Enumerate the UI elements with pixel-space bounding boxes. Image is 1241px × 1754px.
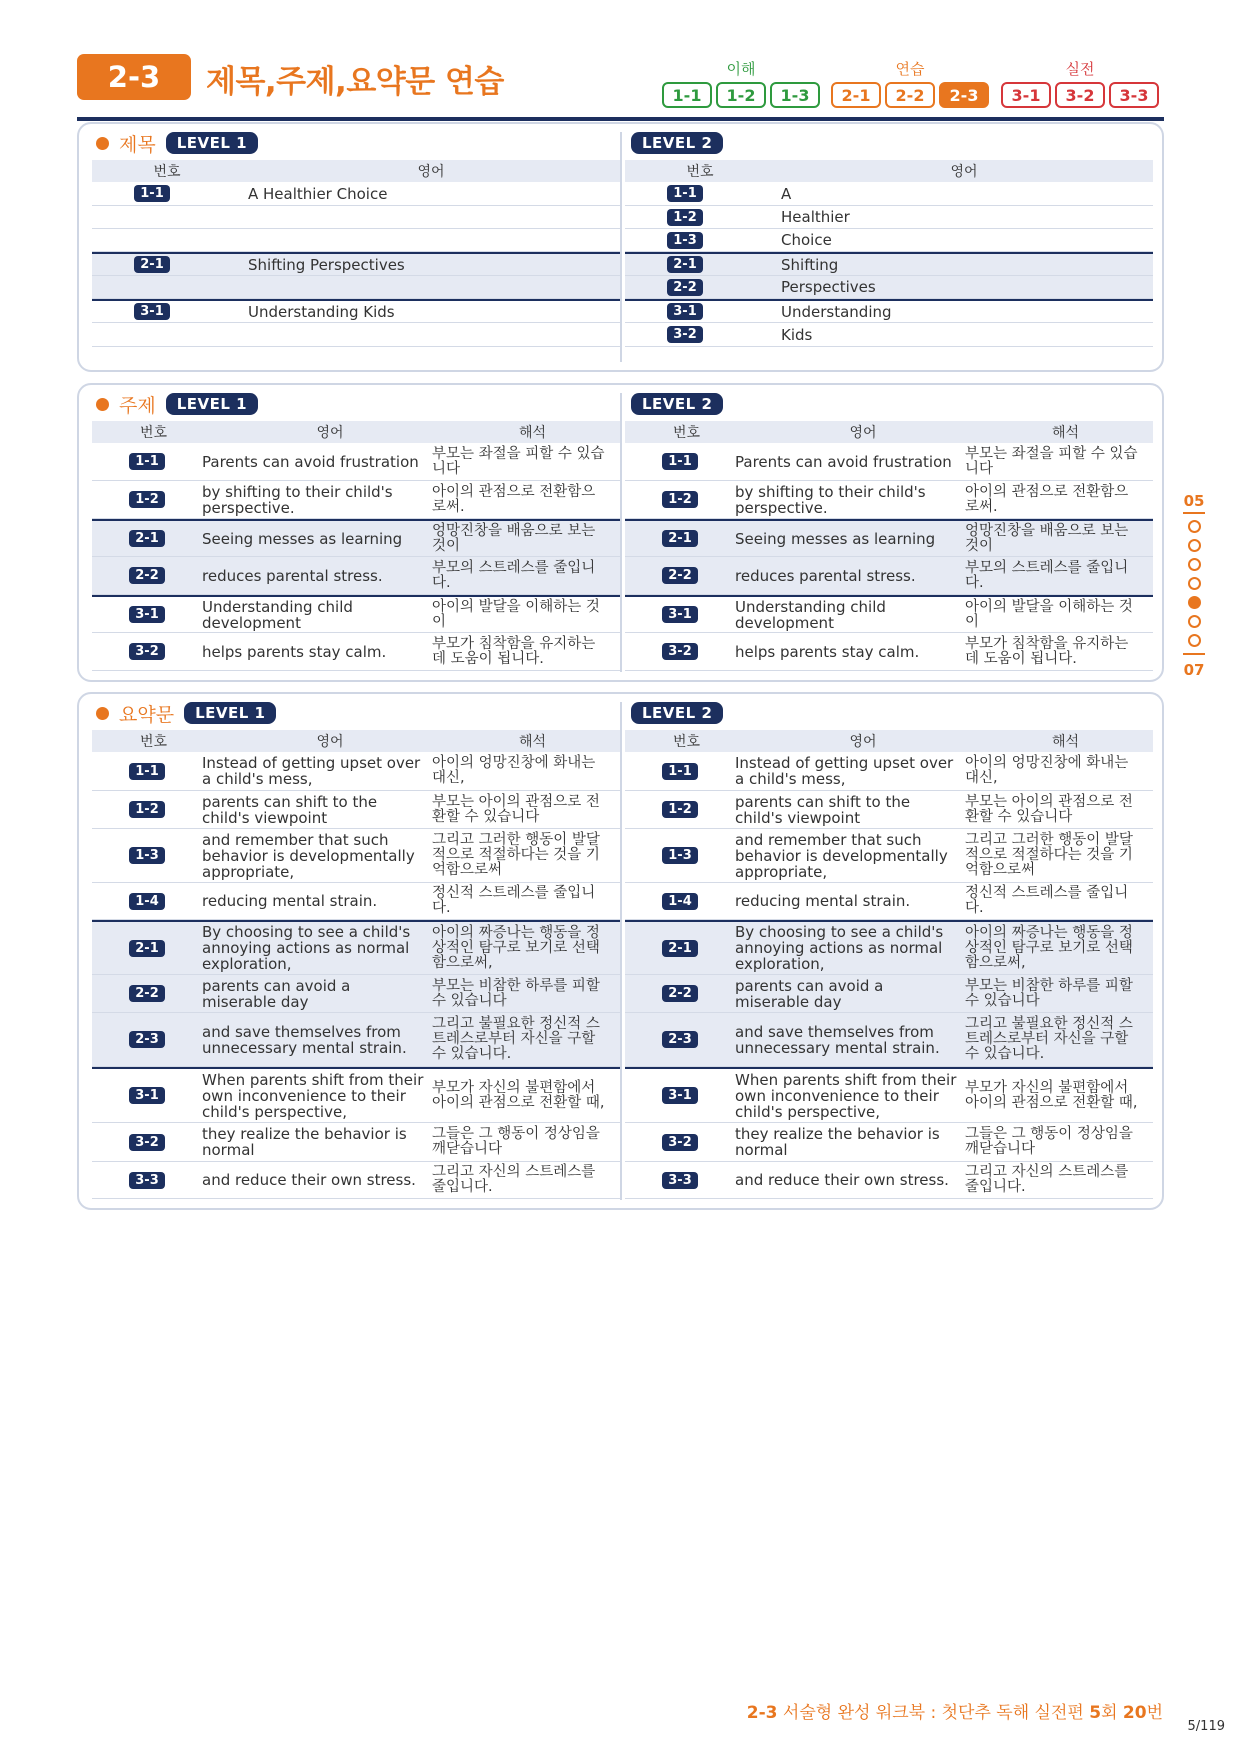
table-row [92,299,620,323]
row-number-cell [92,1172,202,1189]
english-text: Understanding child development [202,597,353,632]
row-number-cell [625,847,735,864]
table-row [92,975,620,1013]
row-number-cell [625,567,735,584]
english-text: helps parents stay calm. [202,642,387,661]
korean-translation-text: 부모는 아이의 관점으로 전환할 수 있습니다 [432,793,600,825]
footer-prefix: 2-3 [746,1703,778,1723]
row-number-cell [625,491,735,508]
section-summary [77,692,1164,1210]
progress-circle-current-icon[interactable] [1188,596,1201,609]
row-number-badge: 1-1 [129,453,165,470]
table-row [625,791,1153,829]
row-number-badge: 2-2 [129,567,165,584]
row-number-badge: 2-2 [667,279,703,296]
row-number-cell [625,185,745,202]
english-text: By choosing to see a child's annoying actions as normal exploration, [202,923,411,973]
table-row [625,229,1153,252]
korean-translation-text: 그리고 자신의 스트레스를 줄입니다. [965,1164,1129,1195]
level2-badge: LEVEL 2 [631,132,723,154]
english-text: Understanding Kids [248,302,395,321]
row-number-cell [92,530,202,547]
col-kor-header: 해석 [1051,425,1080,441]
row-number-badge: 2-2 [662,567,698,584]
row-number-cell [625,1172,735,1189]
english-text: Seeing messes as learning [735,529,936,548]
table-row [92,229,620,252]
english-text: they realize the behavior is normal [735,1125,940,1159]
bullet-icon [96,137,109,150]
english-text: and reduce their own stress. [202,1171,416,1189]
side-progress-nav [1180,492,1208,679]
korean-translation-text: 부모는 좌절을 피할 수 있습니다 [432,445,605,477]
korean-translation-text: 그리고 불필요한 정신적 스트레스로부터 자신을 구할 수 있습니다. [965,1016,1133,1062]
row-number-cell [92,453,202,470]
col-num-header: 번호 [139,425,168,441]
table-row [625,883,1153,920]
korean-translation-text: 부모는 비참한 하루를 피할 수 있습니다 [965,977,1133,1009]
english-text: When parents shift from their own inconvenience to their child's perspective, [735,1070,957,1121]
row-number-badge: 1-2 [662,491,698,508]
col-num-header: 번호 [153,164,181,180]
table-row [625,443,1153,481]
row-number-cell [625,643,735,660]
table-row [625,519,1153,557]
english-text: Parents can avoid frustration [735,452,952,471]
table-row [625,206,1153,229]
row-number-badge: 1-1 [134,185,170,202]
english-text: Healthier [781,208,850,226]
header-rule [77,117,1164,121]
table-row [625,182,1153,206]
english-text: Parents can avoid frustration [202,452,419,471]
row-number-badge: 1-2 [662,801,698,818]
row-number-cell [625,940,735,957]
table-row [625,481,1153,519]
english-text: Instead of getting upset over a child's mess, [202,754,421,788]
nav-chip-1-2[interactable]: 1-2 [716,82,766,108]
row-number-cell [625,606,735,623]
row-number-badge: 2-2 [129,985,165,1002]
lesson-badge: 2-3 [77,54,191,100]
row-number-badge: 3-1 [662,606,698,623]
side-nav-rule [1183,653,1205,655]
footer-round: 5 [1089,1703,1102,1723]
korean-translation-text: 아이의 발달을 이해하는 것이 [432,598,600,630]
footer-text: 서술형 완성 워크북 : 첫단추 독해 실전편 [777,1703,1090,1723]
row-number-badge: 3-3 [129,1172,165,1189]
summary-level2-rows [625,752,1153,1199]
bullet-icon [96,707,109,720]
row-number-badge: 2-1 [134,256,170,273]
topic-level2-rows [625,443,1153,671]
table-row [625,829,1153,883]
col-eng-header: 영어 [417,164,445,180]
title-level1-rows [92,182,620,347]
row-number-badge: 3-2 [129,643,165,660]
page-title: 제목,주제,요약문 연습 [206,64,504,100]
row-number-badge: 3-2 [667,326,703,343]
table-row [92,595,620,633]
row-number-cell [92,256,212,273]
row-number-badge: 3-3 [662,1172,698,1189]
korean-translation-text: 아이의 엉망진창에 화내는 대신, [432,755,596,786]
column-divider [620,702,622,1200]
korean-translation-text: 엉망진창을 배움으로 보는 것이 [432,522,596,554]
table-row [92,1123,620,1162]
nav-chip-1-1[interactable]: 1-1 [662,82,712,108]
korean-translation-text: 아이의 짜증나는 행동을 정상적인 탐구로 보기로 선택함으로써, [432,924,600,971]
section-title-label: 제목 [119,133,156,156]
row-number-cell [625,985,735,1002]
col-kor-header: 해석 [518,734,547,750]
row-number-badge: 3-1 [129,606,165,623]
row-number-badge: 3-2 [662,643,698,660]
column-divider [620,132,622,362]
korean-translation-text: 부모의 스트레스를 줄입니다. [965,559,1129,591]
row-number-cell [625,453,735,470]
korean-translation-text: 부모는 아이의 관점으로 전환할 수 있습니다 [965,793,1133,825]
row-number-badge: 2-1 [667,256,703,273]
english-text: and remember that such behavior is developmentally appropriate, [735,830,948,881]
row-number-cell [92,763,202,780]
nav-chip-3-2[interactable]: 3-2 [1055,82,1105,108]
level1-badge: LEVEL 1 [166,132,258,154]
row-number-badge: 3-1 [129,1087,165,1104]
table-row [92,1013,620,1067]
korean-translation-text: 부모가 자신의 불편함에서 아이의 관점으로 전환할 때, [965,1079,1138,1111]
korean-translation-text: 그리고 자신의 스트레스를 줄입니다. [432,1164,596,1195]
english-text: and save themselves from unnecessary mental strain. [735,1022,940,1057]
row-number-badge: 2-1 [129,940,165,957]
row-number-badge: 3-1 [134,303,170,320]
footer-count-suffix: 번 [1146,1703,1163,1723]
english-text: Choice [781,231,832,249]
table-row [625,1162,1153,1199]
row-number-badge: 3-1 [662,1087,698,1104]
row-number-badge: 1-4 [129,893,165,910]
page-number: 5/119 [1187,1719,1225,1734]
level2-badge: LEVEL 2 [631,702,723,724]
row-number-cell [625,801,735,818]
row-number-cell [92,940,202,957]
col-num-header: 번호 [686,164,714,180]
row-number-badge: 1-1 [667,185,703,202]
table-row [625,975,1153,1013]
side-nav-rule [1183,512,1205,514]
korean-translation-text: 그들은 그 행동이 정상임을 깨닫습니다 [965,1126,1133,1157]
row-number-badge: 3-2 [129,1134,165,1151]
nav-chip-1-3[interactable]: 1-3 [770,82,820,108]
row-number-badge: 2-1 [129,530,165,547]
table-row [92,883,620,920]
table-row [92,481,620,519]
summary-level1-rows [92,752,620,1199]
table-row [92,323,620,347]
table-header [625,160,1153,182]
level1-badge: LEVEL 1 [166,393,258,415]
nav-group-label: 이해 [726,60,756,78]
english-text: parents can avoid a miserable day [202,976,351,1011]
english-text: they realize the behavior is normal [202,1125,407,1159]
english-text: Seeing messes as learning [202,529,403,548]
row-number-badge: 1-1 [662,763,698,780]
col-kor-header: 해석 [1051,734,1080,750]
korean-translation-text: 아이의 짜증나는 행동을 정상적인 탐구로 보기로 선택함으로써, [965,924,1133,971]
column-divider [620,393,622,672]
row-number-badge: 2-2 [662,985,698,1002]
level1-badge: LEVEL 1 [184,702,276,724]
korean-translation-text: 부모는 좌절을 피할 수 있습니다 [965,445,1138,477]
row-number-cell [625,326,745,343]
row-number-cell [625,232,745,249]
english-text: reduces parental stress. [735,566,916,585]
row-number-badge: 1-2 [129,491,165,508]
col-eng-header: 영어 [316,425,344,441]
row-number-cell [625,530,735,547]
nav-group-label: 연습 [895,60,925,78]
korean-translation-text: 그리고 그러한 행동이 발달적으로 적절하다는 것을 기억함으로써 [965,832,1133,878]
english-text: and save themselves from unnecessary mental strain. [202,1022,407,1057]
row-number-cell [92,1134,202,1151]
progress-circle-icon[interactable] [1188,539,1201,552]
korean-translation-text: 엉망진창을 배움으로 보는 것이 [965,522,1129,554]
table-row [92,791,620,829]
table-row [625,1067,1153,1123]
table-row [92,276,620,299]
english-text: by shifting to their child's perspective. [735,482,926,517]
table-row [625,595,1153,633]
section-topic [77,383,1164,682]
nav-chip-3-1[interactable]: 3-1 [1001,82,1051,108]
table-row [92,206,620,229]
korean-translation-text: 아이의 발달을 이해하는 것이 [965,598,1133,630]
bullet-icon [96,398,109,411]
table-row [625,252,1153,276]
table-row [92,1162,620,1199]
english-text: parents can shift to the child's viewpoint [202,792,378,827]
nav-chip-2-1[interactable]: 2-1 [831,82,881,108]
table-header [625,421,1153,443]
table-row [92,519,620,557]
korean-translation-text: 부모가 침착함을 유지하는 데 도움이 됩니다. [432,635,596,667]
row-number-badge: 2-3 [129,1031,165,1048]
table-row [625,299,1153,323]
footer-round-suffix: 회 [1101,1703,1123,1723]
row-number-cell [92,303,212,320]
row-number-badge: 3-1 [667,303,703,320]
progress-circle-icon[interactable] [1188,558,1201,571]
row-number-badge: 1-3 [129,847,165,864]
table-row [92,752,620,791]
english-text: Shifting Perspectives [248,255,405,274]
table-row [625,323,1153,347]
english-text: Shifting [781,255,839,274]
row-number-badge: 2-1 [662,940,698,957]
table-row [92,829,620,883]
korean-translation-text: 아이의 관점으로 전환함으로써. [965,483,1129,515]
english-text: parents can shift to the child's viewpoint [735,792,911,827]
english-text: reduces parental stress. [202,566,383,585]
table-header [625,730,1153,752]
korean-translation-text: 정신적 스트레스를 줄입니다. [965,885,1129,916]
nav-group-label: 실전 [1065,60,1095,78]
col-eng-header: 영어 [849,425,877,441]
level2-badge: LEVEL 2 [631,393,723,415]
korean-translation-text: 아이의 엉망진창에 화내는 대신, [965,755,1129,786]
row-number-cell [92,643,202,660]
nav-chip-3-3[interactable]: 3-3 [1109,82,1159,108]
korean-translation-text: 그리고 불필요한 정신적 스트레스로부터 자신을 구할 수 있습니다. [432,1016,600,1062]
col-num-header: 번호 [672,425,701,441]
english-text: and reduce their own stress. [735,1171,949,1189]
table-row [92,1067,620,1123]
row-number-cell [92,567,202,584]
table-header [92,730,620,752]
nav-chip-2-3[interactable]: 2-3 [939,82,989,108]
table-header [92,421,620,443]
row-number-cell [625,303,745,320]
nav-chip-2-2[interactable]: 2-2 [885,82,935,108]
table-row [92,557,620,595]
col-kor-header: 해석 [518,425,547,441]
english-text: Understanding child development [735,597,886,632]
col-eng-header: 영어 [316,734,344,750]
row-number-badge: 2-1 [662,530,698,547]
table-row [625,633,1153,671]
english-text: When parents shift from their own inconvenience to their child's perspective, [202,1070,424,1121]
row-number-cell [92,1087,202,1104]
english-text: reducing mental strain. [735,892,911,910]
row-number-cell [92,491,202,508]
english-text: A Healthier Choice [248,184,388,203]
progress-circle-icon[interactable] [1188,634,1201,647]
table-row [625,1013,1153,1067]
table-row [92,182,620,206]
table-row [625,920,1153,975]
col-eng-header: 영어 [849,734,877,750]
row-number-cell [92,985,202,1002]
english-text: helps parents stay calm. [735,642,920,661]
english-text: by shifting to their child's perspective. [202,482,393,517]
row-number-badge: 1-2 [129,801,165,818]
english-text: reducing mental strain. [202,892,378,910]
row-number-badge: 1-3 [662,847,698,864]
row-number-cell [92,185,212,202]
progress-circle-icon[interactable] [1188,520,1201,533]
col-eng-header: 영어 [950,164,978,180]
topic-level1-rows [92,443,620,671]
english-text: Perspectives [781,278,876,296]
side-nav-bottom-label: 07 [1183,661,1205,679]
row-number-cell [92,847,202,864]
row-number-badge: 1-1 [662,453,698,470]
english-text: Understanding [781,302,892,321]
footer-caption [747,1698,1163,1723]
row-number-cell [625,1031,735,1048]
row-number-badge: 1-4 [662,893,698,910]
row-number-cell [625,893,735,910]
section-title [77,122,1164,372]
row-number-cell [92,893,202,910]
title-level2-rows [625,182,1153,347]
side-nav-top-label: 05 [1183,492,1205,510]
row-number-cell [625,209,745,226]
row-number-cell [625,763,735,780]
korean-translation-text: 그리고 그러한 행동이 발달적으로 적절하다는 것을 기억함으로써 [432,832,600,878]
english-text: and remember that such behavior is developmentally appropriate, [202,830,415,881]
english-text: A [781,184,792,203]
row-number-cell [625,256,745,273]
row-number-badge: 1-3 [667,232,703,249]
section-summary-label: 요약문 [119,703,175,726]
korean-translation-text: 정신적 스트레스를 줄입니다. [432,885,596,916]
footer-count: 20 [1122,1703,1147,1723]
row-number-badge: 2-3 [662,1031,698,1048]
row-number-badge: 1-1 [129,763,165,780]
table-row [92,920,620,975]
korean-translation-text: 부모는 비참한 하루를 피할 수 있습니다 [432,977,600,1009]
table-row [625,1123,1153,1162]
korean-translation-text: 부모가 침착함을 유지하는 데 도움이 됩니다. [965,635,1129,667]
row-number-cell [92,606,202,623]
table-row [625,557,1153,595]
col-num-header: 번호 [139,734,168,750]
korean-translation-text: 아이의 관점으로 전환함으로써. [432,483,596,515]
korean-translation-text: 부모의 스트레스를 줄입니다. [432,559,596,591]
english-text: Kids [781,325,813,344]
row-number-cell [625,1087,735,1104]
korean-translation-text: 부모가 자신의 불편함에서 아이의 관점으로 전환할 때, [432,1079,605,1111]
progress-circle-icon[interactable] [1188,615,1201,628]
korean-translation-text: 그들은 그 행동이 정상임을 깨닫습니다 [432,1126,600,1157]
table-row [625,276,1153,299]
english-text: parents can avoid a miserable day [735,976,884,1011]
row-number-cell [625,279,745,296]
table-row [92,252,620,276]
row-number-badge: 1-2 [667,209,703,226]
table-header [92,160,620,182]
section-topic-label: 주제 [119,394,156,417]
row-number-cell [625,1134,735,1151]
row-number-cell [92,1031,202,1048]
col-num-header: 번호 [672,734,701,750]
row-number-badge: 3-2 [662,1134,698,1151]
table-row [92,633,620,671]
english-text: By choosing to see a child's annoying actions as normal exploration, [735,923,944,973]
row-number-cell [92,801,202,818]
english-text: Instead of getting upset over a child's mess, [735,754,954,788]
progress-circle-icon[interactable] [1188,577,1201,590]
table-row [92,443,620,481]
table-row [625,752,1153,791]
